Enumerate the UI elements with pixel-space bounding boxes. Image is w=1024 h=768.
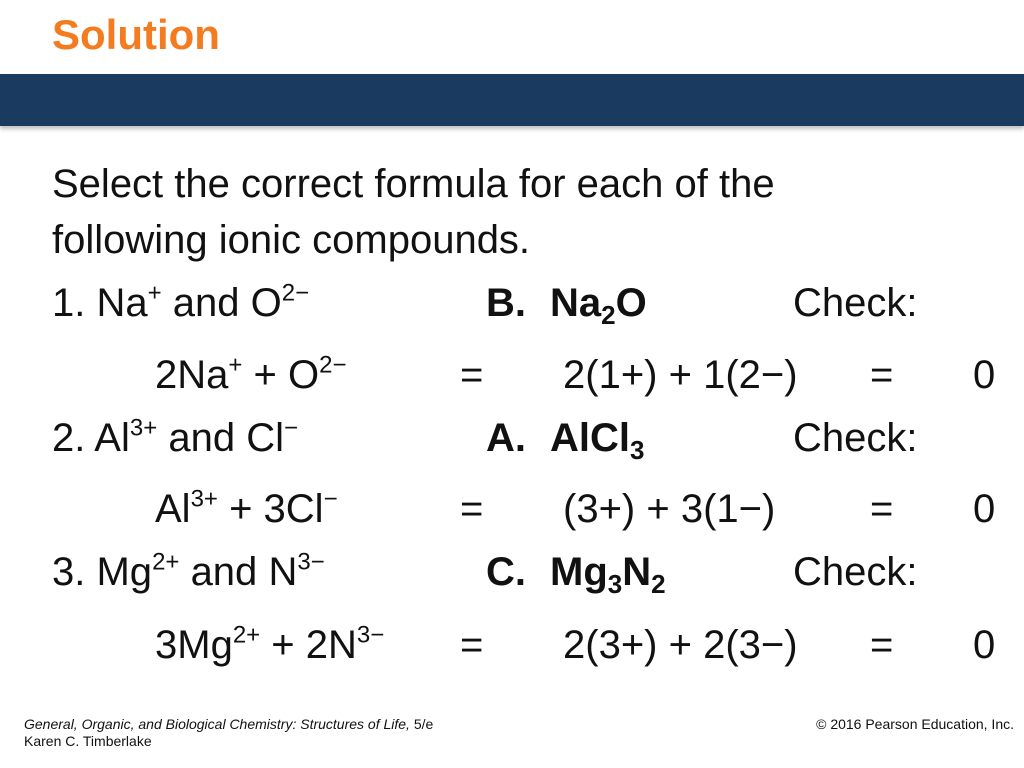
anion-charge: 3− [297,548,325,576]
formula-subscript: 3 [607,568,623,599]
formula-subscript: 2 [601,299,616,330]
equals-sign: = [870,353,894,397]
formula-symbol: AlCl [550,416,630,460]
equation-term: + O [242,353,320,397]
charge-equation-left [155,486,338,532]
cation: Al [94,416,130,460]
anion-charge: − [284,414,299,442]
equation-term: + 2N [260,623,357,667]
and-word: and [168,416,236,460]
answer-letter: A. [486,416,526,460]
anion: Cl [246,416,284,460]
net-charge: 0 [973,623,996,667]
question-number: 3. [52,550,86,594]
ion-charge: − [323,485,338,513]
equation-term: + 3Cl [217,487,324,531]
question-3 [52,549,325,595]
charge-equation-left [155,352,346,398]
book-title: General, Organic, and Biological Chemistry: Structures of Life, [24,716,410,732]
ion-charge: + [228,351,243,379]
equation-term: 2Na [155,353,229,397]
net-charge: 0 [973,487,996,531]
equals-sign: = [460,487,484,531]
formula-subscript: 2 [651,568,666,599]
header-band [0,74,1024,126]
cation-charge: + [147,279,162,307]
cation: Na [96,281,148,325]
question-1 [52,280,309,326]
check-label: Check: [793,550,918,594]
check-label: Check: [793,416,918,460]
question-number: 1. [52,281,86,325]
anion: N [268,550,298,594]
equation-term: 3Mg [155,623,233,667]
equals-sign: = [460,623,484,667]
equation-term: Al [155,487,191,531]
charge-sum: (3+) + 3(1−) [563,487,776,531]
charge-sum: 2(3+) + 2(3−) [563,623,798,667]
anion: O [250,281,282,325]
check-label: Check: [793,281,918,325]
intro-line-1: Select the correct formula for each of the [52,162,775,206]
ion-charge: 2− [319,351,347,379]
formula-symbol: Na [550,281,602,325]
formula-symbol: N [622,550,652,594]
equals-sign: = [870,487,894,531]
intro-line-2: following ionic compounds. [52,218,531,262]
answer-formula [550,280,647,330]
anion-charge: 2− [281,279,310,307]
question-number: 2. [52,416,86,460]
cation: Mg [96,550,153,594]
edition: 5/e [409,716,434,732]
and-word: and [172,281,240,325]
formula-symbol: O [615,281,647,325]
cation-charge: 2+ [152,548,180,576]
charge-equation-left [155,622,384,668]
ion-charge: 2+ [232,621,261,649]
cation-charge: 3+ [129,414,158,442]
answer-formula [550,549,666,599]
net-charge: 0 [973,353,996,397]
charge-sum: 2(1+) + 1(2−) [563,353,798,397]
copyright: © 2016 Pearson Education, Inc. [816,716,1014,732]
author: Karen C. Timberlake [24,733,152,749]
ion-charge: 3− [356,621,385,649]
and-word: and [190,550,258,594]
formula-subscript: 3 [630,434,645,465]
answer-formula [550,415,645,465]
question-2 [52,415,298,461]
equals-sign: = [460,353,484,397]
answer-letter: B. [486,281,526,325]
formula-symbol: Mg [550,550,608,594]
ion-charge: 3+ [190,485,218,513]
slide-title: Solution [52,11,220,58]
answer-letter: C. [486,550,526,594]
footer-citation [24,716,433,750]
equals-sign: = [870,623,894,667]
